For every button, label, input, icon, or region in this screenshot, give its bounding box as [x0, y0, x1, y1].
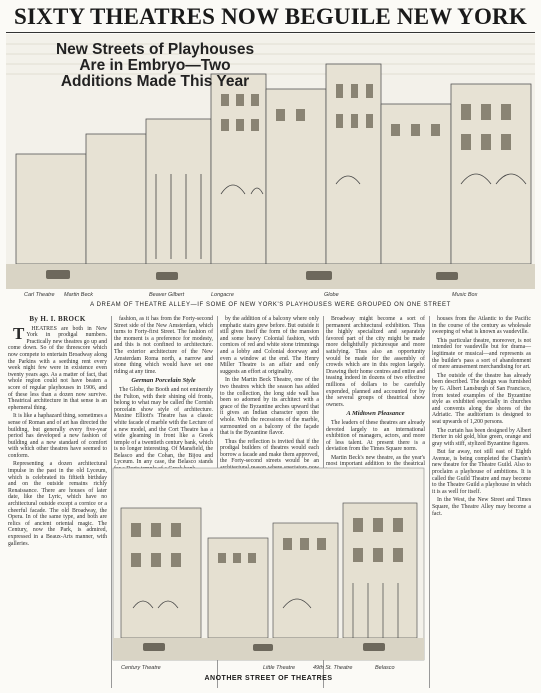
subhead: German Porcelain Style — [131, 377, 196, 385]
paragraph: Martin Beck's new theatre, as the year's most important addition to the theatrical — [326, 454, 425, 468]
paragraph: Thus the reflection is invited that if the prodigal builders of theatres would each borrow a facade and make them approved, the Forty-second streets would be an — [220, 438, 319, 465]
photo-label: Globe — [324, 292, 339, 298]
article-column-4 — [326, 316, 425, 466]
bottom-illustration — [113, 468, 424, 660]
paragraph: The Globe, the Booth and not eminently the Fulton, with their shining old fronts, belong to what may be called the Cornish porcelain show style of architecture. Maxine Elliott's Theatre has a classic white facade of marble with the Lecture of a new model, and the Cort Theatre has a wide gleaming in front like a Greek temple of a twentieth century bank, which is no longer interesting. Of Mansfield, the Belasco and the Cohan, the Bijou and Lyceum. In any case, the Belasco stands — [114, 386, 213, 466]
article-column-5 — [432, 316, 531, 688]
headline-rule — [6, 32, 535, 33]
photo-label: Music Box — [452, 292, 478, 298]
paragraph: fashion, as it has from the Forty-second Street side of the New Amsterdam, which turns to Forty-first Street. The fashion of the moment is a preference for modesty, and this is not confined to architecture. The exterior architecture of the New Amsterdam Roma north, a narrow and stone thing which would have set one riding at any time. — [114, 316, 213, 375]
bottom-caption: ANOTHER STREET OF THEATRES — [204, 675, 333, 682]
photo-label: 49th St. Theatre — [313, 665, 353, 671]
photo-label: Longacre — [211, 292, 234, 298]
photo-label: Little Theatre — [263, 665, 296, 671]
paragraph: T HEATRES are both in New York in prodigal numbers. Practically new theatres go up and come down. So of the threescore which now compete to entertain Broadway along the Parkins with a seething rent every week night few were in existence even twenty years ago. As a matter of fact, that whole region could not have beaten a score of regular playhouses in 1906, and of these less than a dozen now survive. Theatrical architecture in that sense is an ephemeral thing. — [8, 323, 107, 411]
paragraph: houses from the Atlantic to the Pacific in the course of the century as wholesale sweeping of what is known as vaudeville. — [432, 316, 531, 336]
photo-label: Carl Theatre — [24, 292, 55, 298]
photo-label: Century Theatre — [121, 665, 161, 671]
paragraph: by the addition of a balcony where only emphatic stairs grew before. But outside it still gives itself the form of the mansion and some heavy Colonial fashion, with cornices of red and white stone trimmings and a lobby and Colonial doorway and even a window at the end. The Henry Miller Theatre is an affair and only suggests an effort at originality. — [220, 316, 319, 375]
deck-subheadline: New Streets of Playhouses Are in Embryo—Two Additions Made This Year — [55, 41, 255, 90]
byline: By H. I. BROCK — [29, 315, 86, 323]
article-column-1 — [8, 316, 107, 688]
paragraph: The curtain has been designed by Albert Herter in old gold, blue green, orange and gray with stiff, stylized Byzantine figures. — [432, 427, 531, 447]
headline: SIXTY THEATRES NOW BEGUILE NEW YORK — [14, 4, 527, 29]
subhead: A Midtown Pleasance — [346, 410, 405, 418]
paragraph: The outside of the theatre has already been described. The design was furnished by G. Albert Lansburgh of San Francisco, from tested examples of the Byzantine style as exhibited especially in churches and convents along the shores of the Adriatic. The auditorium is designed to seat upwards of 1,200 persons. — [432, 372, 531, 425]
photo-label: Martin Beck — [64, 292, 94, 298]
top-caption: A DREAM OF THEATRE ALLEY—IF SOME OF NEW YORK'S PLAYHOUSES WERE GROUPED ON ONE STREET — [90, 302, 451, 308]
article-column-2 — [114, 316, 213, 466]
article-column-3 — [220, 316, 319, 466]
paragraph: This particular theatre, moreover, is not intended for vaudeville but for drama—legitimate or musical—and represents as the builder's pass a sort of abandonment of mere amusement merchandising for art. — [432, 337, 531, 371]
paragraph: In the Martin Beck Theatre, one of the two theatres which the season has added to the collection, the long side wall has been so adorned by its architect with a grace of the Byzantine arches upward that it gives an Indian character upon the whole. With the recessions of the marble, surmounted on a balcony of the façade that is the Byzantine flavor. — [220, 377, 319, 437]
paragraph: It is like a haphazard thing, sometimes a sense of Roman and of art has directed the building, but generally every five-year period has developed a new fashion of building and a new standard of comfort with which other theatres have seemed to conform. — [8, 413, 107, 459]
photo-label: Belasco — [375, 665, 395, 671]
bottom-photo-labels — [113, 665, 424, 673]
paragraph: In the West, the New Street and Times Square, the Theatre Alley may become a fact. — [432, 497, 531, 517]
paragraph: Representing a dozen architectural impulse in the past in the old Lyceum, which is celebrated its fiftieth birthday and on the outside remains richly Renaissance. There are houses of later date, like the Lyric, which have no architectural outside except a cornice or a cheerful facade. The old Broadway, the Opera. In of the same type, and both are relics of ancient oriental magic. The Century, now the Park, is admired, expressed in a Beaux-Arts manner, with galleries. — [8, 461, 107, 547]
paragraph: The leaders of these theatres are already devoted largely to an international exhibition of managers, actors, and more of less talent. At present there is a deviation from the Times Square norm. — [326, 419, 425, 453]
paragraph: But far away, not still east of Eighth Avenue, is being completed the Chanin's new theatre for the Theatre Guild. Also to proclaim a playhouse of ambitions. It is called the Guild Theatre and may become to the Theatre Guild a playhouse in which it is as well for itself. — [432, 449, 531, 495]
paragraph: Broadway might become a sort of permanent architectural exhibition. Thus the highly specialized and separately favored part of the city might be made more delightfully picturesque and more satisfying. Thus also an opportunity would be made for the assembly of crowds which are in this region largely. Drawing their home centres and entire and teasing indeed in dozens of two effective millions of dollars to be carefully expended, planned and accounted for by the several groups of theatrical show owners. — [326, 316, 425, 408]
photo-label: Beaver Gilbert — [149, 292, 185, 298]
top-photo-labels — [6, 292, 535, 302]
